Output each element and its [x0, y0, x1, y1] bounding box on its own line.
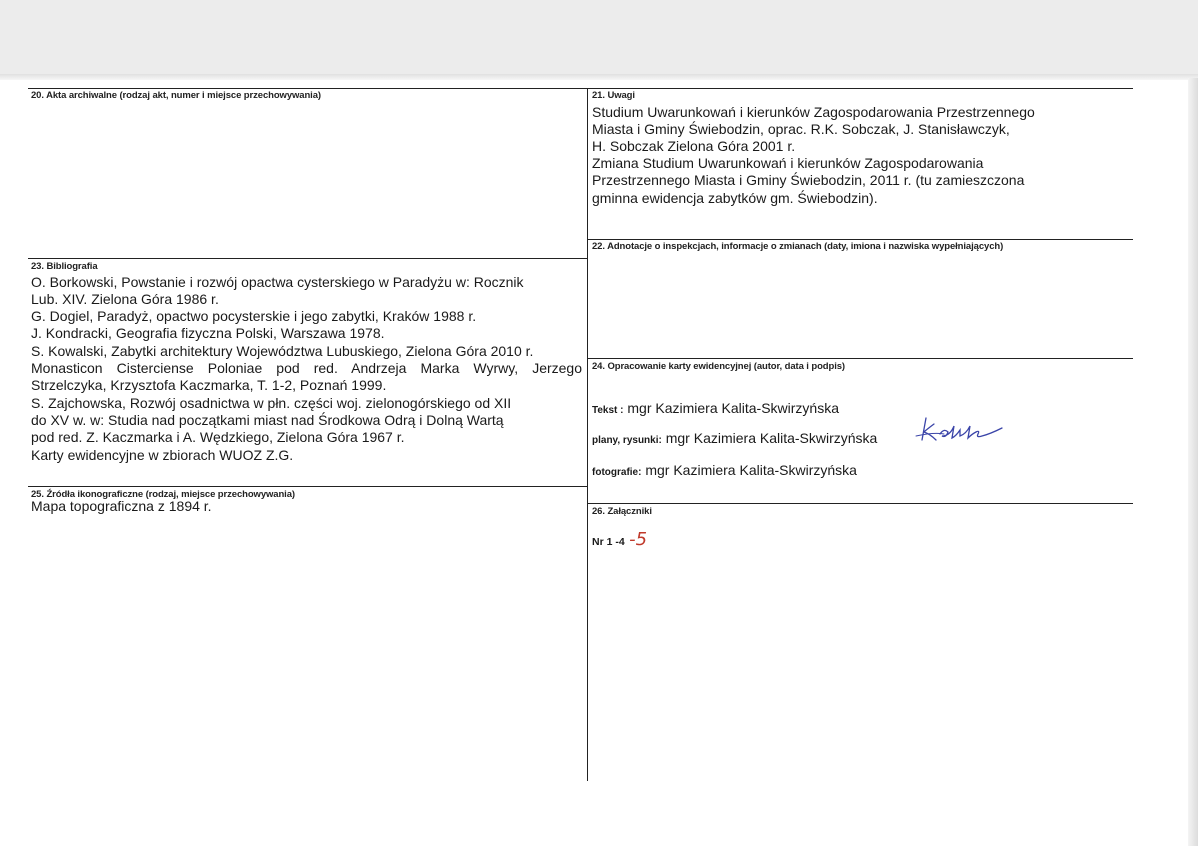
remark-line: H. Sobczak Zielona Góra 2001 r.	[592, 138, 796, 154]
column-divider	[587, 88, 588, 781]
rule-22-top	[587, 239, 1133, 240]
section-25-label: 25. Źródła ikonograficzne (rodzaj, miejsce przechowywania)	[31, 489, 295, 500]
rule-top-left	[28, 88, 587, 89]
plans-author-row	[592, 430, 877, 449]
rule-25-top	[28, 486, 587, 487]
section-24-label: 24. Opracowanie karty ewidencyjnej (autor, data i podpis)	[592, 361, 845, 372]
section-21-label: 21. Uwagi	[592, 90, 635, 101]
bibliography-entry: Lub. XIV. Zielona Góra 1986 r.	[31, 291, 219, 307]
attachments-printed: Nr 1 -4	[592, 536, 625, 548]
bibliography-entry: S. Kowalski, Zabytki architektury Województwa Lubuskiego, Zielona Góra 2010 r.	[31, 343, 534, 359]
rule-26-top	[587, 503, 1133, 504]
bibliography-entry: J. Kondracki, Geografia fizyczna Polski, Warszawa 1978.	[31, 325, 385, 341]
bibliography-entry: G. Dogiel, Paradyż, opactwo pocysterskie i jego zabytki, Kraków 1988 r.	[31, 308, 477, 324]
photos-author-row	[592, 462, 857, 481]
section-20-label: 20. Akta archiwalne (rodzaj akt, numer i miejsce przechowywania)	[31, 90, 321, 101]
scan-top-edge	[0, 74, 1198, 80]
iconography-text: Mapa topograficzna z 1894 r.	[31, 498, 212, 514]
remark-line: Studium Uwarunkowań i kierunków Zagospodarowania Przestrzennego	[592, 104, 1035, 120]
remark-line: Przestrzennego Miasta i Gminy Świebodzin, 2011 r. (tu zamieszczona	[592, 172, 1025, 188]
bibliography-entry: pod red. Z. Kaczmarka i A. Wędzkiego, Zielona Góra 1967 r.	[31, 429, 405, 445]
bibliography-entry: Karty ewidencyjne w zbiorach WUOZ Z.G.	[31, 447, 294, 463]
rule-24-top	[587, 358, 1133, 359]
rule-23-top	[28, 258, 587, 259]
bibliography-entry: Monasticon Cisterciense Poloniae pod red. Andrzeja Marka Wyrwy, Jerzego	[31, 360, 582, 376]
section-26-label: 26. Załączniki	[592, 506, 652, 517]
section-22-label: 22. Adnotacje o inspekcjach, informacje o zmianach (daty, imiona i nazwiska wypełniających)	[592, 241, 1004, 252]
scan-right-edge	[1188, 78, 1198, 846]
text-author-value: mgr Kazimiera Kalita-Skwirzyńska	[627, 400, 839, 416]
attachments-handwritten: -5	[629, 529, 648, 550]
rule-top-right	[587, 88, 1133, 89]
remark-line: Zmiana Studium Uwarunkowań i kierunków Zagospodarowania	[592, 155, 984, 171]
plans-author-label: plany, rysunki:	[592, 435, 662, 446]
bibliography-entry: S. Zajchowska, Rozwój osadnictwa w płn. części woj. zielonogórskiego od XII	[31, 395, 512, 411]
plans-author-value: mgr Kazimiera Kalita-Skwirzyńska	[665, 430, 878, 446]
bibliography-entry: O. Borkowski, Powstanie i rozwój opactwa cysterskiego w Paradyżu w: Rocznik	[31, 274, 524, 290]
text-author-row	[592, 400, 839, 419]
remark-line: Miasta i Gminy Świebodzin, oprac. R.K. Sobczak, J. Stanisławczyk,	[592, 121, 1010, 137]
photos-author-value: mgr Kazimiera Kalita-Skwirzyńska	[645, 462, 857, 478]
photos-author-label: fotografie:	[592, 467, 642, 478]
handwritten-signature	[914, 412, 1010, 448]
scan-top-band	[0, 0, 1198, 78]
remark-line: gminna ewidencja zabytków gm. Świebodzin).	[592, 190, 878, 206]
section-23-label: 23. Bibliografia	[31, 261, 98, 272]
bibliography-entry: Strzelczyka, Krzysztofa Kaczmarka, T. 1-2, Poznań 1999.	[31, 377, 387, 393]
text-author-label: Tekst :	[592, 405, 624, 416]
bibliography-entry: do XV w. w: Studia nad początkami miast nad Środkowa Odrą i Dolną Wartą	[31, 412, 504, 428]
attachments-row	[592, 529, 647, 550]
